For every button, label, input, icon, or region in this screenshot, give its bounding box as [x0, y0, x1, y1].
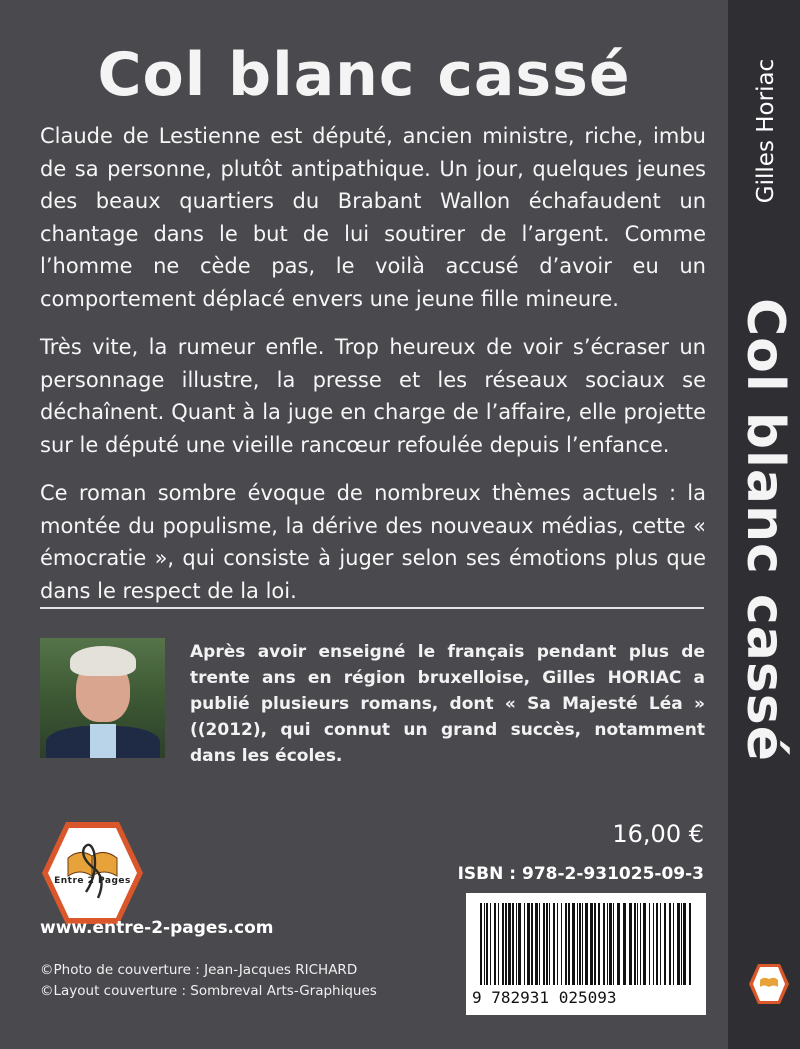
barcode-bar: [577, 903, 578, 985]
author-photo-shirt: [90, 724, 116, 758]
barcode-bar: [649, 903, 650, 985]
publisher-logo-hexagon-icon: [40, 818, 145, 928]
credit-layout: ©Layout couverture : Sombreval Arts-Graphiques: [40, 983, 377, 999]
spine-title: Col blanc cassé: [735, 298, 796, 762]
barcode-bar: [484, 903, 485, 985]
barcode-bar: [590, 903, 593, 985]
barcode-bar: [565, 903, 567, 985]
barcode-bar: [508, 903, 511, 985]
spine-author: Gilles Horiac: [753, 58, 780, 204]
barcode-bars: [480, 903, 692, 985]
barcode-bar: [561, 903, 562, 985]
barcode-bar: [609, 903, 612, 985]
author-bio: Après avoir enseigné le français pendant plus de trente ans en région bruxelloise, Gilles HORIAC a publié plusieurs romans, dont « Sa Majesté Léa » ((2012), qui connut un grand succès, notamment dans les écoles.: [190, 642, 705, 766]
barcode-bar: [653, 903, 654, 985]
barcode-bar: [613, 903, 614, 985]
barcode-bar: [549, 903, 550, 985]
barcode-bar: [535, 903, 538, 985]
barcode-bar: [582, 903, 583, 985]
credits: [40, 960, 377, 1002]
barcode-bar: [543, 903, 545, 985]
barcode-bar: [518, 903, 521, 985]
publisher-logo-text: Entre 2 Pages: [54, 876, 131, 886]
website-link[interactable]: www.entre-2-pages.com: [40, 918, 274, 938]
book-title: Col blanc cassé: [97, 40, 631, 110]
barcode-bar: [524, 903, 525, 985]
barcode-bar: [681, 903, 682, 985]
price: 16,00 €: [612, 820, 704, 848]
spine-logo-hexagon-icon: [748, 962, 790, 1006]
author-photo-hair: [70, 646, 136, 676]
barcode-bar: [669, 903, 671, 985]
barcode-bar: [656, 903, 658, 985]
barcode-bar: [527, 903, 530, 985]
spine-publisher-logo: [748, 962, 790, 1006]
divider: [40, 607, 704, 609]
spine-author-wrap: [742, 36, 790, 226]
blurb-paragraph-2: Très vite, la rumeur enfle. Trop heureux de voir s’écraser un personnage illustre, la presse et les réseaux sociaux se déchaînent. Quant à la juge en charge de l’affaire, elle projette sur le député une vieille rancœur refoulée depuis l’enfance.: [40, 335, 706, 457]
barcode-bar: [598, 903, 600, 985]
isbn: ISBN : 978-2-931025-09-3: [457, 864, 704, 884]
barcode-bar: [689, 903, 691, 985]
spine-title-wrap: [734, 298, 796, 762]
barcode-bar: [557, 903, 558, 985]
barcode-bar: [585, 903, 588, 985]
barcode-bar: [603, 903, 605, 985]
blurb-paragraph-1: Claude de Lestienne est député, ancien ministre, riche, imbu de sa personne, plutôt antipathique. Un jour, quelques jeunes des beaux quartiers du Brabant Wallon échafaudent un chantage dans le but de lui soutirer de l’argent. Comme l’homme ne cède pas, le voilà accusé d’avoir eu un comportement déplacé envers une jeune fille mineure.: [40, 124, 706, 311]
author-photo: [40, 638, 165, 758]
barcode-bar: [539, 903, 540, 985]
blurb: [40, 120, 706, 623]
barcode-bar: [607, 903, 608, 985]
barcode-bar: [594, 903, 596, 985]
barcode-bar: [494, 903, 496, 985]
barcode-bar: [486, 903, 488, 985]
barcode-bar: [490, 903, 491, 985]
publisher-logo: [40, 818, 145, 928]
barcode-bar: [637, 903, 638, 985]
barcode-bar: [553, 903, 555, 985]
barcode-bar: [623, 903, 626, 985]
barcode-bar: [617, 903, 620, 985]
barcode-bar: [502, 903, 504, 985]
barcode-bar: [660, 903, 661, 985]
barcode-bar: [629, 903, 632, 985]
barcode-bar: [498, 903, 499, 985]
barcode-bar: [579, 903, 581, 985]
barcode-bar: [677, 903, 680, 985]
barcode-bar: [546, 903, 548, 985]
barcode-digits: 9 782931 025093: [472, 988, 617, 1007]
barcode-bar: [673, 903, 674, 985]
barcode-bar: [512, 903, 514, 985]
barcode-bar: [505, 903, 507, 985]
barcode-bar: [640, 903, 641, 985]
barcode-bar: [643, 903, 646, 985]
barcode-bar: [516, 903, 517, 985]
barcode-bar: [572, 903, 575, 985]
barcode-bar: [634, 903, 636, 985]
credit-photo: ©Photo de couverture : Jean-Jacques RICHARD: [40, 962, 358, 978]
barcode-bar: [683, 903, 686, 985]
barcode-bar: [531, 903, 533, 985]
barcode-bar: [664, 903, 666, 985]
barcode-bar: [568, 903, 570, 985]
blurb-paragraph-3: Ce roman sombre évoque de nombreux thèmes actuels : la montée du populisme, la dérive des nouveaux médias, cette « émocratie », qui consiste à juger selon ses émotions plus que dans le respect de la loi.: [40, 481, 706, 603]
barcode-bar: [480, 903, 482, 985]
barcode: [466, 893, 706, 1015]
